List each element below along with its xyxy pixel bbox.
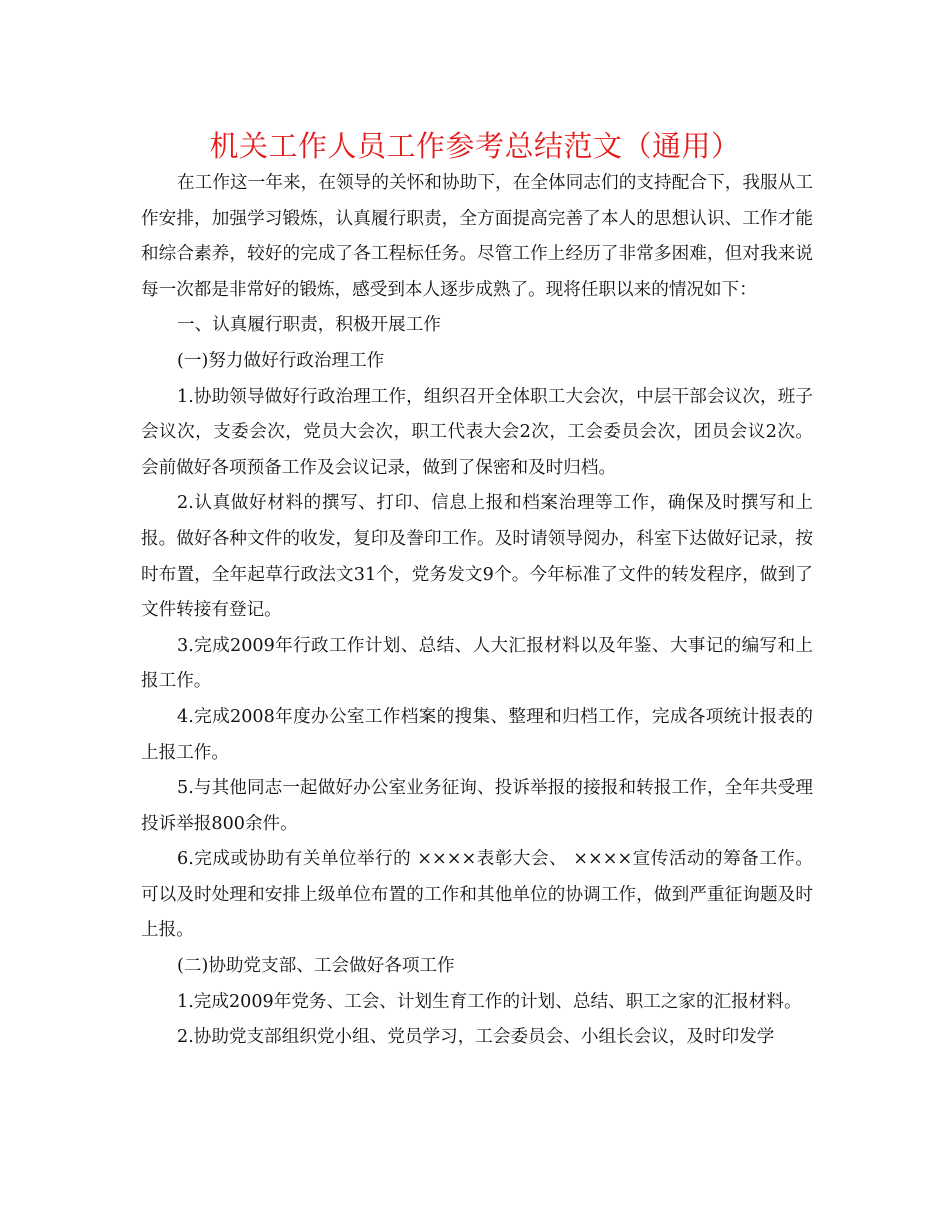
document-body [141, 166, 813, 1056]
section-heading-1: 一、认真履行职责，积极开展工作 [177, 315, 441, 336]
list-item-6: 6.完成或协助有关单位举行的 ××××表彰大会、 ××××宣传活动的筹备工作。可以及时处理和安排上级单位布置的工作和其他单位的协调工作，做到严重征询题及时上报。 [141, 849, 813, 941]
list-item-2: 2.认真做好材料的撰写、打印、信息上报和档案治理等工作，确保及时撰写和上报。做好各种文件的收发，复印及誊印工作。及时请领导阅办，科室下达做好记录，按时布置，全年起草行政法文31个，党务发文9个。今年标准了文件的转发程序，做到了文件转接有登记。 [141, 493, 813, 621]
list-item-7: 1.完成2009年党务、工会、计划生育工作的计划、总结、职工之家的汇报材料。 [177, 991, 802, 1012]
subsection-heading-1: (一)努力做好行政治理工作 [177, 350, 385, 371]
list-item-1: 1.协助领导做好行政治理工作，组织召开全体职工大会次，中层干部会议次，班子会议次，支委会次，党员大会次，职工代表大会2次，工会委员会次，团员会议2次。会前做好各项预备工作及会议记录，做到了保密和及时归档。 [141, 386, 813, 478]
list-item-3: 3.完成2009年行政工作计划、总结、人大汇报材料以及年鉴、大事记的编写和上报工作。 [141, 635, 813, 692]
paragraph-intro: 在工作这一年来，在领导的关怀和协助下，在全体同志们的支持配合下，我服从工作安排，加强学习锻炼，认真履行职责，全方面提高完善了本人的思想认识、工作才能和综合素养，较好的完成了各工程标任务。尽管工作上经历了非常多困难，但对我来说每一次都是非常好的锻炼，感受到本人逐步成熟了。现将任职以来的情况如下： [141, 173, 813, 300]
list-item-8: 2.协助党支部组织党小组、党员学习，工会委员会、小组长会议，及时印发学 [177, 1027, 775, 1048]
document-title: 机关工作人员工作参考总结范文（通用） [209, 129, 741, 163]
subsection-heading-2: (二)协助党支部、工会做好各项工作 [177, 956, 455, 977]
list-item-5: 5.与其他同志一起做好办公室业务征询、投诉举报的接报和转报工作，全年共受理投诉举报800余件。 [141, 778, 813, 834]
list-item-4: 4.完成2008年度办公室工作档案的搜集、整理和归档工作，完成各项统计报表的上报工作。 [141, 706, 813, 763]
